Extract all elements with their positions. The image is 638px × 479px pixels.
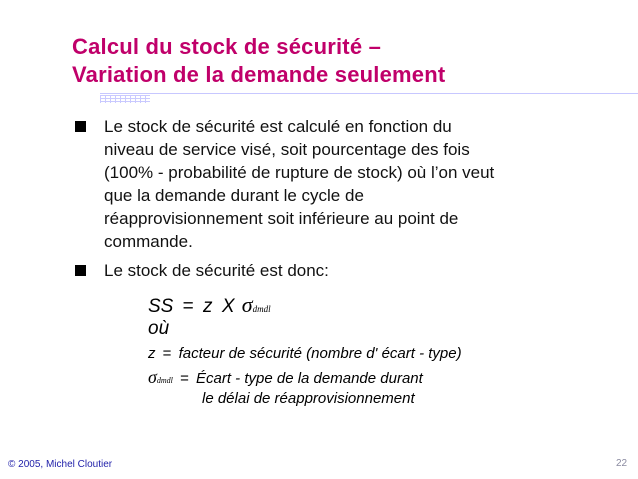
title-divider (100, 93, 638, 94)
title-line-1: Calcul du stock de sécurité – (72, 34, 382, 59)
sigma-symbol: σ (241, 292, 253, 317)
sigma-definition-text-2: le délai de réapprovisionnement (202, 390, 415, 407)
z-equals: = (162, 345, 172, 362)
bullet-1-line: (100% - probabilité de rupture de stock) où l’on veut (104, 163, 495, 182)
formula-ss-symbol: SS (148, 296, 174, 317)
formula-z-definition (148, 345, 462, 362)
bullet-1-line: réapprovisionnement soit inférieure au point de (104, 209, 459, 228)
formula-sigma-definition (148, 367, 423, 388)
z-definition-text: facteur de sécurité (nombre d' écart - type) (178, 345, 462, 362)
bullet-1-line: que la demande durant le cycle de (104, 186, 364, 205)
slide-title (72, 33, 612, 89)
bullet-1-line: commande. (104, 232, 193, 251)
bullet-square-icon (75, 121, 86, 132)
page-number: 22 (616, 458, 628, 469)
sigma-equals: = (180, 370, 189, 387)
formula-x: X (221, 296, 235, 317)
sigma-subscript: dmdl (156, 376, 173, 385)
decorative-grid (100, 95, 150, 103)
bullet-square-icon (75, 265, 86, 276)
title-line-2: Variation de la demande seulement (72, 62, 446, 87)
z-symbol: z (148, 345, 156, 362)
bullet-text-1 (104, 115, 604, 253)
bullet-2-line: Le stock de sécurité est donc: (104, 261, 329, 280)
copyright-footer: © 2005, Michel Cloutier (8, 459, 113, 470)
formula-ss (148, 292, 271, 318)
formula-equals: = (182, 296, 194, 317)
sigma-subscript: dmdl (252, 304, 271, 314)
bullet-1-line: Le stock de sécurité est calculé en fonction du (104, 117, 452, 136)
formula-ou: où (148, 318, 170, 339)
sigma-definition-text-1: Écart - type de la demande durant (196, 370, 423, 387)
bullet-1-line: niveau de service visé, soit pourcentage des fois (104, 140, 470, 159)
formula-z: z (203, 296, 213, 317)
bullet-text-2 (104, 259, 604, 282)
sigma-symbol: σ (148, 367, 157, 387)
